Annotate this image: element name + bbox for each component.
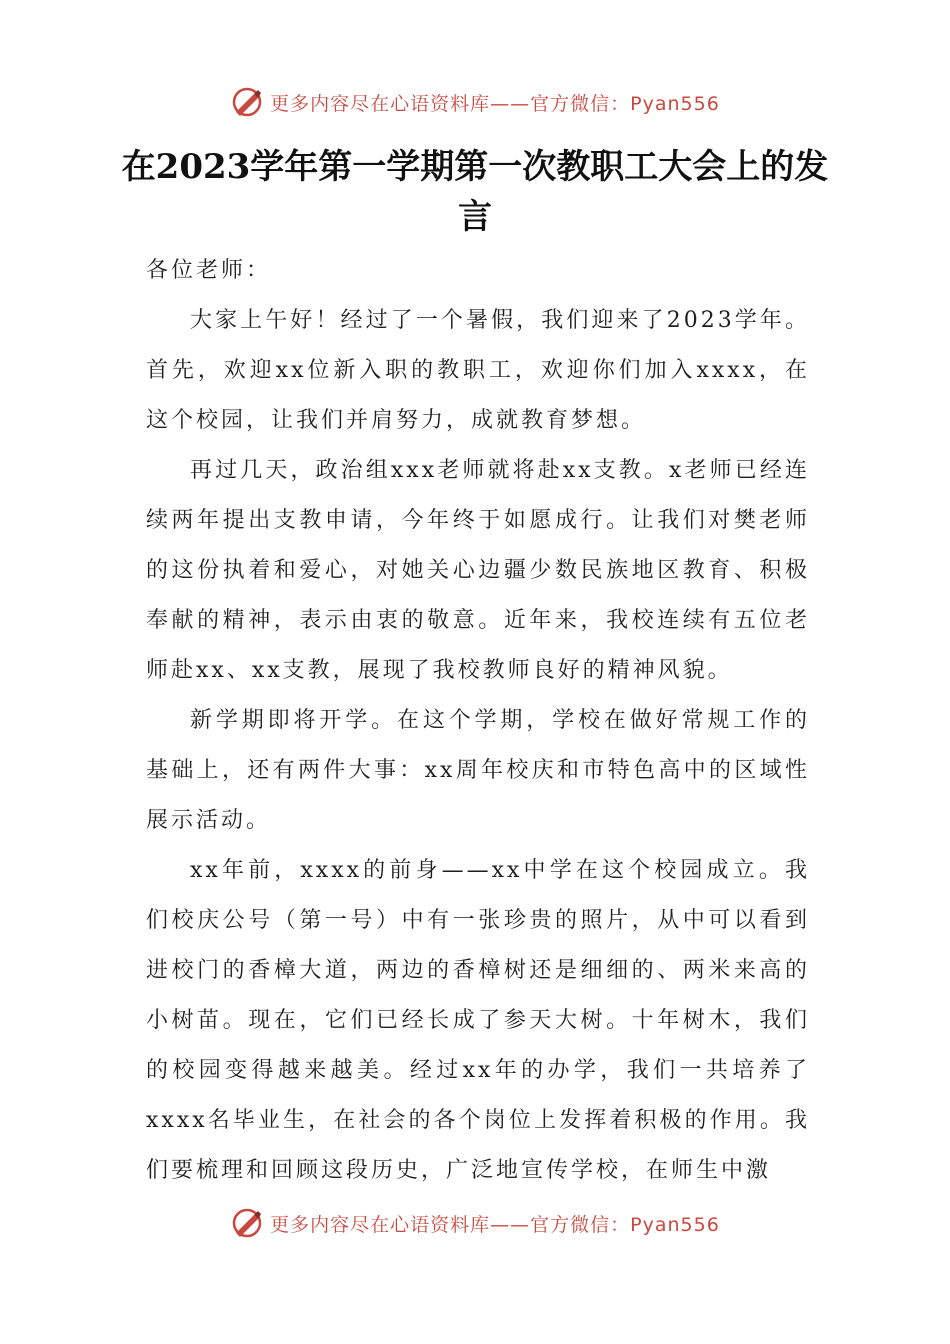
paragraph: 新学期即将开学。在这个学期，学校在做好常规工作的基础上，还有两件大事：xx周年校庆和市特色高中的区域性展示活动。 (146, 708, 810, 833)
pen-logo-icon (230, 1206, 264, 1240)
salutation: 各位老师： (146, 258, 272, 283)
pen-logo-icon (230, 85, 264, 119)
document-body (146, 246, 810, 1196)
footer-watermark-banner (0, 1203, 950, 1243)
banner-text: 更多内容尽在心语资料库——官方微信：Pyan556 (270, 92, 720, 115)
document-title: 在2023学年第一学期第一次教职工大会上的发言 (121, 147, 829, 237)
header-watermark-banner (0, 82, 950, 122)
paragraph: xx年前，xxxx的前身——xx中学在这个校园成立。我们校庆公号（第一号）中有一张珍贵的照片，从中可以看到进校门的香樟大道，两边的香樟树还是细细的、两米来高的小树苗。现在，它们已经长成了参天大树。十年树木，我们的校园变得越来越美。经过xx年的办学，我们一共培养了xxxx名毕业生，在社会的各个岗位上发挥着积极的作用。我们要梳理和回顾这段历史，广泛地宣传学校，在师生中激 (146, 858, 810, 1183)
paragraph: 大家上午好！经过了一个暑假，我们迎来了2023学年。首先，欢迎xx位新入职的教职工，欢迎你们加入xxxx，在这个校园，让我们并肩努力，成就教育梦想。 (146, 308, 810, 433)
paragraph: 再过几天，政治组xxx老师就将赴xx支教。x老师已经连续两年提出支教申请，今年终于如愿成行。让我们对樊老师的这份执着和爱心，对她关心边疆少数民族地区教育、积极奉献的精神，表示由衷的敬意。近年来，我校连续有五位老师赴xx、xx支教，展现了我校教师良好的精神风貌。 (146, 458, 810, 683)
banner-text: 更多内容尽在心语资料库——官方微信：Pyan556 (270, 1213, 720, 1236)
